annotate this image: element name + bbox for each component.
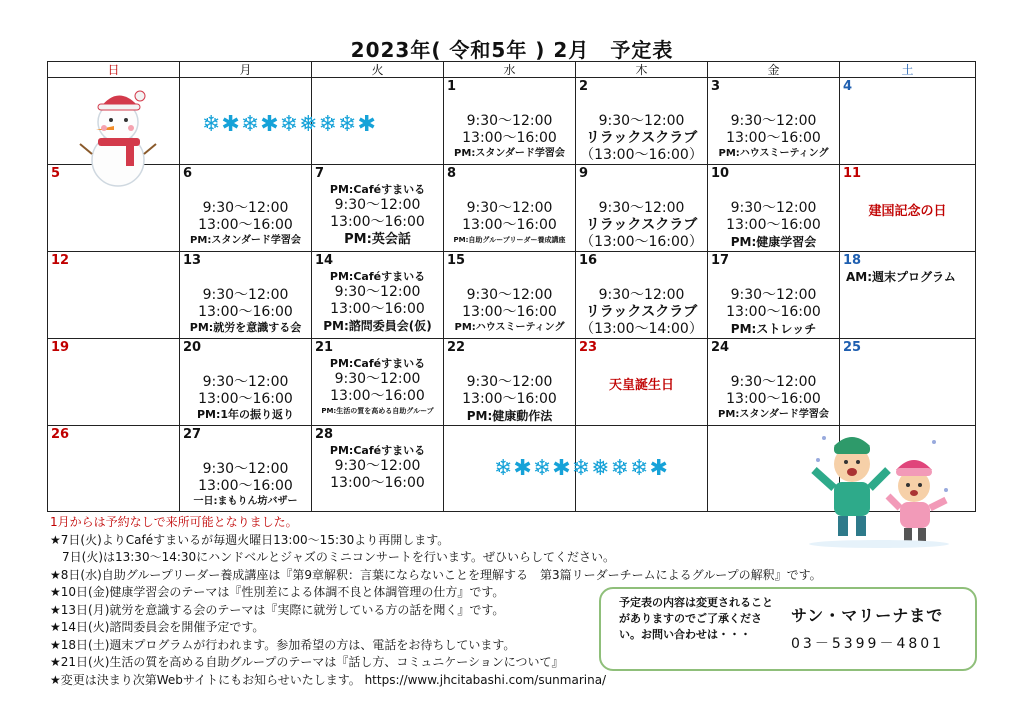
time-pm: （13:00～16:00） [580,234,703,250]
weekday-header [48,62,976,78]
time-am: 9:30～12:00 [334,284,421,300]
day-cell-11 [840,165,976,252]
time-am: 9:30～12:00 [202,374,289,390]
note-line: ★14日(火)諮問委員会を開催予定です。 [50,620,265,634]
time-pm: 13:00～16:00 [726,304,821,320]
time-pm: 13:00～16:00 [330,475,425,491]
event-label: PM:自助グループリーダー養成講座 [453,236,566,244]
time-pm: 13:00～16:00 [198,304,293,320]
day-number: 23 [579,340,598,355]
cafe-label: PM:Caféすまいる [329,357,426,370]
weekday-fri: 金 [708,62,840,78]
day-number: 5 [51,166,61,181]
day-cell-13 [180,252,312,339]
weekday-sun: 日 [48,62,180,78]
day-number: 2 [579,79,589,94]
time-am: 9:30～12:00 [466,374,553,390]
time-am: 9:30～12:00 [730,287,817,303]
time-pm: 13:00～16:00 [330,301,425,317]
time-pm: （13:00～14:00） [580,321,703,337]
event-label: PM:スタンダード学習会 [718,409,829,420]
time-am: 9:30～12:00 [202,200,289,216]
day-cell-21 [312,339,444,426]
note-line: 1月からは予約なしで来所可能となりました。 [50,515,298,529]
day-number: 4 [843,79,853,94]
event-label: PM:ハウスミーティング [718,148,829,159]
event-label: リラックスクラブ [585,130,698,146]
day-number: 14 [315,253,334,268]
day-cell-10 [708,165,840,252]
time-pm: 13:00～16:00 [726,217,821,233]
day-cell-25 [840,339,976,426]
contact-box [599,587,977,671]
weekday-thu: 木 [576,62,708,78]
day-cell-7 [312,165,444,252]
event-label: PM:健康動作法 [466,409,553,423]
event-label: 一日:まもりん坊バザー [193,496,298,507]
time-pm: 13:00～16:00 [330,214,425,230]
event-label: PM:英会話 [344,232,411,247]
time-pm: （13:00～16:00） [580,147,703,163]
day-cell-8 [444,165,576,252]
day-number: 7 [315,166,325,181]
day-cell-1 [444,78,576,165]
day-cell-22 [444,339,576,426]
time-am: 9:30～12:00 [730,113,817,129]
day-number: 10 [711,166,730,181]
day-number: 17 [711,253,730,268]
day-number: 24 [711,340,730,355]
weekday-mon: 月 [180,62,312,78]
day-cell-18 [840,252,976,339]
time-am: 9:30～12:00 [334,458,421,474]
time-am: 9:30～12:00 [466,113,553,129]
note-line: ★8日(水)自助グループリーダー養成講座は『第9章解釈：言葉にならないことを理解する 第3篇リーダーチームによるグループの解釈』です。 [50,567,822,582]
time-am: 9:30～12:00 [598,200,685,216]
day-cell-27 [180,426,312,512]
day-number: 21 [315,340,334,355]
day-cell-9 [576,165,708,252]
note-line: ★変更は決まり次第Webサイトにもお知らせいたします。 https://www.jhcitabashi.com/sunmarina/ [50,672,607,687]
time-pm: 13:00～16:00 [198,391,293,407]
day-number: 1 [447,79,457,94]
day-number: 6 [183,166,193,181]
time-am: 9:30～12:00 [466,200,553,216]
time-am: 9:30～12:00 [334,197,421,213]
cafe-label: PM:Caféすまいる [329,444,426,457]
day-number: 15 [447,253,466,268]
day-number: 3 [711,79,721,94]
day-number: 28 [315,427,334,442]
day-cell-4 [840,78,976,165]
day-number: 18 [843,253,862,268]
note-line: ★7日(火)よりCaféすまいるが毎週火曜日13:00～15:30より再開します。 [50,532,450,547]
event-label: PM:就労を意識する会 [189,321,302,334]
time-am: 9:30～12:00 [334,371,421,387]
day-number: 13 [183,253,202,268]
time-pm: 13:00～16:00 [462,391,557,407]
snowflake-row-icon: ❄✱❄✱❄❅❄❄✱ [202,112,377,137]
children-in-snow-icon [804,430,954,548]
day-cell-23 [576,339,708,426]
day-cell-28 [312,426,444,512]
day-number: 25 [843,340,862,355]
day-cell-19 [48,339,180,426]
event-label: PM:ストレッチ [730,322,817,336]
contact-phone: 03－5399－4801 [791,636,945,652]
day-number: 11 [843,166,862,181]
event-label: PM:生活の質を高める自助グループ [321,407,434,415]
event-label: PM:ハウスミーティング [454,322,565,333]
page-title: 2023年( 令和5年 ) 2月 予定表 [350,38,674,62]
event-label: リラックスクラブ [585,304,698,320]
holiday-label: 天皇誕生日 [608,378,674,393]
weekday-wed: 水 [444,62,576,78]
day-cell-12 [48,252,180,339]
day-number: 8 [447,166,457,181]
weekday-sat: 土 [840,62,976,78]
note-line: ★18日(土)週末プログラムが行われます。参加希望の方は、電話をお待ちしています。 [50,637,516,652]
event-label: PM:1年の振り返り [196,408,295,421]
day-number: 26 [51,427,70,442]
time-pm: 13:00～16:00 [462,130,557,146]
event-label: PM:スタンダード学習会 [454,148,565,159]
cafe-label: PM:Caféすまいる [329,270,426,283]
time-am: 9:30～12:00 [466,287,553,303]
day-cell-20 [180,339,312,426]
time-pm: 13:00～16:00 [726,391,821,407]
time-am: 9:30～12:00 [202,287,289,303]
day-number: 19 [51,340,70,355]
snowman-icon [76,84,160,192]
day-cell-15 [444,252,576,339]
time-pm: 13:00～16:00 [330,388,425,404]
note-line: ★13日(月)就労を意識する会のテーマは『実際に就労している方の話を聞く』です。 [50,602,505,617]
day-cell-2 [576,78,708,165]
note-line: ★21日(火)生活の質を高める自助グループのテーマは『話し方、コミュニケーションについて』 [50,655,564,669]
time-pm: 13:00～16:00 [726,130,821,146]
contact-notice: 予定表の内容は変更されることがありますのでご了承ください。お問い合わせは・・・ [619,596,773,641]
event-label: リラックスクラブ [585,217,698,233]
time-am: 9:30～12:00 [598,113,685,129]
day-cell-24 [708,339,840,426]
event-label: AM:週末プログラム [846,270,956,284]
cafe-label: PM:Caféすまいる [329,183,426,196]
note-line: ★10日(金)健康学習会のテーマは『性別差による体調不良と体調管理の仕方』です。 [50,585,505,599]
day-cell-14 [312,252,444,339]
day-number: 22 [447,340,466,355]
day-cell-16 [576,252,708,339]
note-line: 7日(火)は13:30～14:30にハンドベルとジャズのミニコンサートを行います。ぜひいらしてください。 [50,550,615,564]
time-am: 9:30～12:00 [730,200,817,216]
contact-name: サン・マリーナまで [791,606,944,625]
event-label: PM:健康学習会 [730,235,817,249]
holiday-label: 建国記念の日 [868,204,947,219]
time-am: 9:30～12:00 [730,374,817,390]
day-number: 16 [579,253,598,268]
day-number: 12 [51,253,70,268]
day-number: 20 [183,340,202,355]
time-am: 9:30～12:00 [202,461,289,477]
day-number: 9 [579,166,589,181]
day-cell-17 [708,252,840,339]
day-cell-26 [48,426,180,512]
weekday-tue: 火 [312,62,444,78]
event-label: PM:諮問委員会(仮) [323,319,432,333]
day-cell-3 [708,78,840,165]
day-cell-6 [180,165,312,252]
event-label: PM:スタンダード学習会 [190,235,301,246]
time-pm: 13:00～16:00 [198,217,293,233]
snowflake-row-icon: ❄✱❄✱❄❅❄❄✱ [494,456,669,481]
time-pm: 13:00～16:00 [198,478,293,494]
time-pm: 13:00～16:00 [462,304,557,320]
day-number: 27 [183,427,202,442]
time-pm: 13:00～16:00 [462,217,557,233]
time-am: 9:30～12:00 [598,287,685,303]
